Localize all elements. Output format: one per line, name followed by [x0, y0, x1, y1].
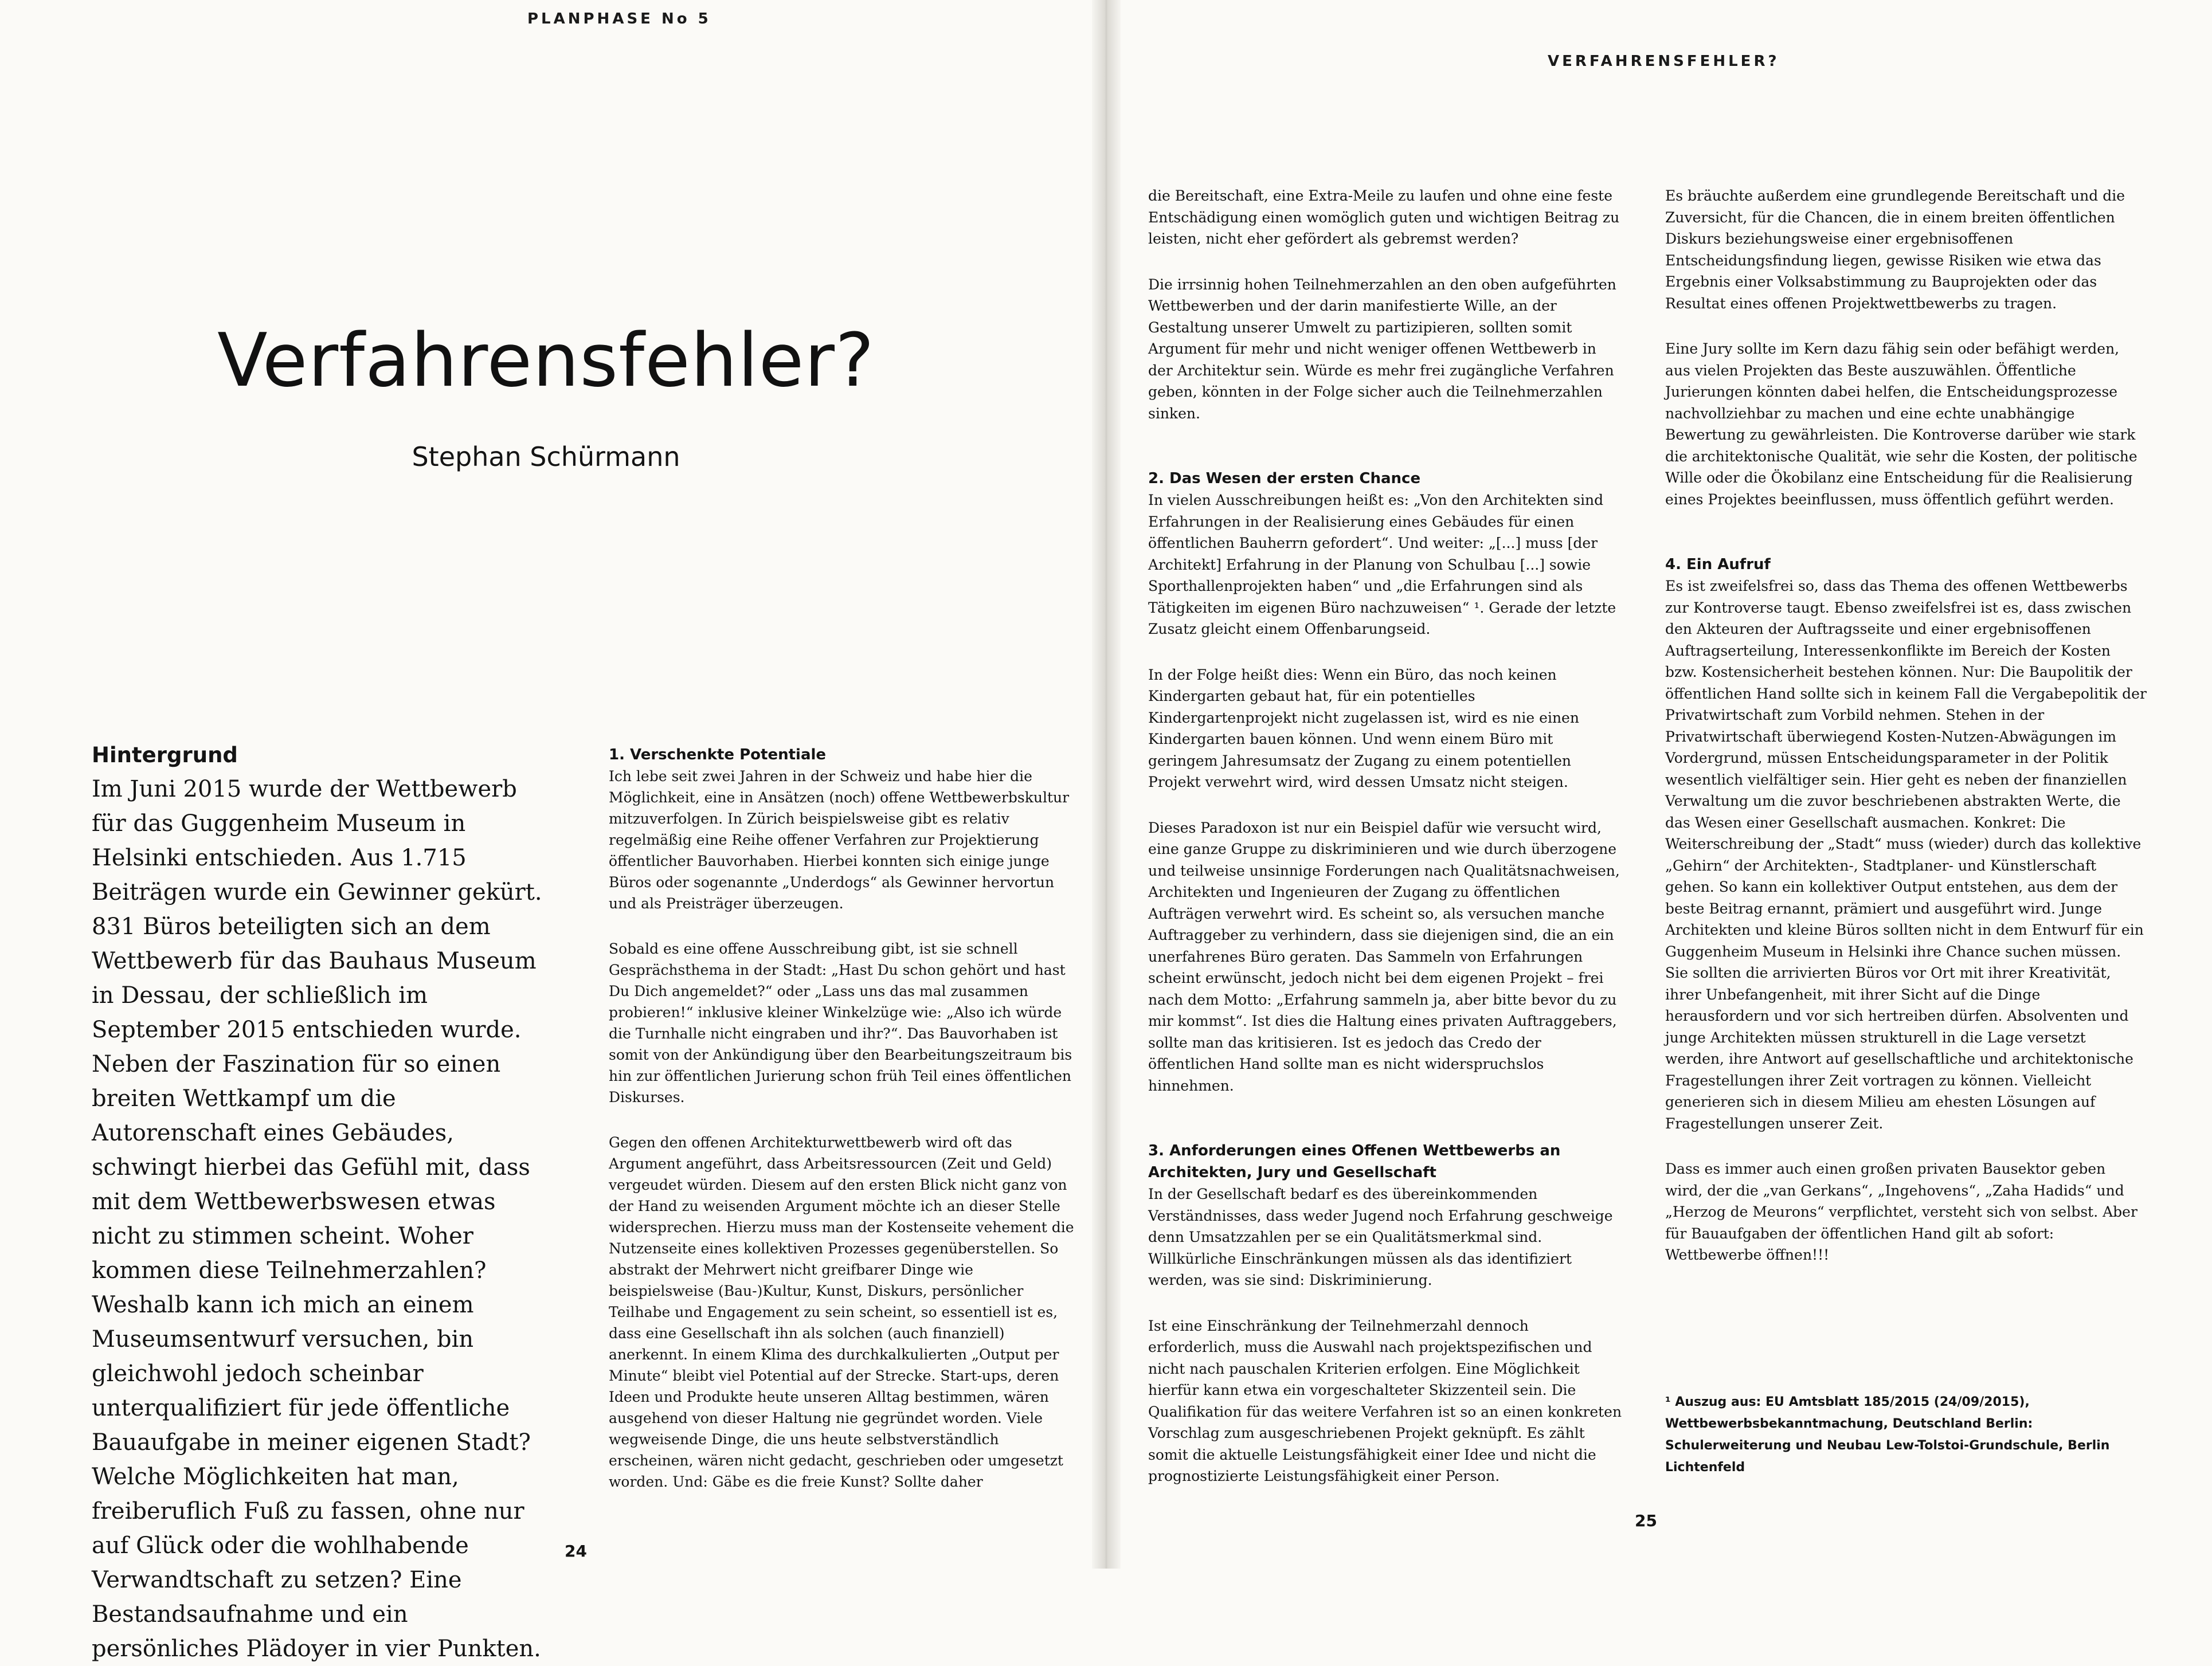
body-paragraph: Es ist zweifelsfrei so, dass das Thema des offenen Wettbewerbs zur Kontroverse taugt. Ebenso zweifelsfrei ist es, dass zwischen den Akteuren der Auftragsseite und einer ergebnisoffenen Auftragserteilung, Interessenkonflikte im Bereich der Kosten bzw. Kostensicherheit bestehen können. Nur: Die Baupolitik der öffentlichen Hand sollte sich in keinem Fall die Vergabepolitik der Privatwirtschaft zum Vorbild nehmen. Stehen in der Privatwirtschaft überwiegend Kosten-Nutzen-Abwägungen im Vordergrund, müssen Entscheidungsparameter in der Politik wesentlich vielfältiger sein. Hier geht es neben der finanziellen Verwaltung um die zuvor beschriebenen abstrakten Werte, die das Wesen einer Gesellschaft ausmachen. Konkret: Die Weiterschreibung der „Stadt“ muss (wieder) durch das kollektive „Gehirn“ der Architekten-, Stadtplaner- und Künstlerschaft gehen. So kann ein kollektiver Output entstehen, aus dem der beste Beitrag ernannt, prämiert und ausgeführt wird. Junge Architekten und kleine Büros sollten nicht in dem Entwurf für ein Guggenheim Museum in Helsinki ihre Chance suchen müssen. Sie sollten die arrivierten Büros vor Ort mit ihrer Kreativität, ihrer Unbefangenheit, mit ihrer Sicht auf die Dinge herausfordern und vor sich hertreiben dürfen. Absolventen und junge Architekten müssen strukturell in die Lage versetzt werden, ihre Antwort auf gesellschaftliche und architektonische Fragestellungen ihrer Zeit vortragen zu können. Vielleicht generieren sich in diesem Milieu am ehesten Lösungen auf Fragestellungen unserer Zeit.	[1665, 578, 2147, 1132]
section-1-paragraph: Gegen den offenen Architekturwettbewerb wird oft das Argument angeführt, dass Arbeitsressourcen (Zeit und Geld) vergeudet würden. Diesem auf den ersten Blick nicht ganz von der Hand zu weisenden Argument möchte ich an dieser Stelle widersprechen. Hierzu muss man der Kostenseite vehement die Nutzenseite eines kollektiven Prozesses gegenüberstellen. So abstrakt der Mehrwert nicht greifbarer Dinge wie beispielsweise (Bau-)Kultur, Kunst, Diskurs, persönlicher Teilhabe und Engagement zu sein scheint, so essentiell ist es, dass eine Gesellschaft ihn als solchen (auch finanziell) anerkennt. In einem Klima des durchkalkulierten „Output per Minute“ bleibt viel Potential auf der Strecke. Start-ups, deren Ideen und Produkte heute unseren Alltag bestimmen, wären ausgehend von dieser Haltung nie gegründet worden. Viele wegweisende Dinge, die uns heute selbstverständlich erscheinen, wären nicht gedacht, geschrieben oder umgesetzt worden. Und: Gäbe es die freie Kunst? Sollte daher	[609, 1134, 1074, 1490]
body-paragraph: Dieses Paradoxon ist nur ein Beispiel dafür wie versucht wird, eine ganze Gruppe zu diskriminieren und wie durch überzogene und teilweise unsinnige Forderungen nach Qualitätsnachweisen, Architekten und Ingenieuren der Zugang zu öffentlichen Aufträgen verwehrt wird. Es scheint so, als versuchen manche Auftraggeber zu verhindern, dass sie diejenigen sind, die an ein unerfahrenes Büro geraten. Das Sammeln von Erfahrungen scheint erwünscht, jedoch nicht bei dem eigenen Projekt – frei nach dem Motto: „Erfahrung sammeln ja, aber bitte bevor du zu mir kommst“. Ist dies die Haltung eines privaten Auftraggebers, sollte man das kritisieren. Ist es jedoch das Credo der öffentlichen Hand sollte man es nicht widerspruchslos hinnehmen.	[1148, 819, 1620, 1094]
intro-heading: Hintergrund	[92, 743, 238, 767]
body-paragraph: In vielen Ausschreibungen heißt es: „Von den Architekten sind Erfahrungen in der Realisierung eines Gebäudes für einen öffentlichen Bauherrn gefordert“. Und weiter: „[...] muss [der Architekt] Erfahrung in der Planung von Schulbau [...] sowie Sporthallenprojekten haben“ und „die Erfahrungen sind als Tätigkeiten im eigenen Büro nachzuweisen“ ¹. Gerade der letzte Zusatz gleicht einem Offenbarungseid.	[1148, 492, 1616, 637]
body-paragraph: Ist eine Einschränkung der Teilnehmerzahl dennoch erforderlich, muss die Auswahl nach projektspezifischen und nicht nach pauschalen Kriterien erfolgen. Eine Möglichkeit hierfür kann etwa ein vorgeschalteter Skizzenteil sein. Die Qualifikation für das weitere Verfahren ist so an einen konkreten Vorschlag zum ausgeschriebenen Projekt geknüpft. Es zählt somit die aktuelle Leistungsfähigkeit einer Idee und nicht die prognostizierte Leistungsfähigkeit einer Person.	[1148, 1317, 1622, 1484]
running-head-left: PLANPHASE No 5	[527, 10, 711, 28]
intro-text: Im Juni 2015 wurde der Wettbewerb für das Guggenheim Museum in Helsinki entschieden. Aus 1.715 Beiträgen wurde ein Gewinner gekürt. 831 Büros beteiligten sich an dem Wettbewerb für das Bauhaus Museum in Dessau, der schließlich im September 2015 entschieden wurde. Neben der Faszination für so einen breiten Wettkampf um die Autorenschaft eines Gebäudes, schwingt hierbei das Gefühl mit, dass mit dem Wettbewerbswesen etwas nicht zu stimmen scheint. Woher kommen diese Teilnehmerzahlen? Weshalb kann ich mich an einem Museumsentwurf versuchen, bin gleichwohl jedoch scheinbar unterqualifiziert für jede öffentliche Bauaufgabe in meiner eigenen Stadt? Welche Möglichkeiten hat man, freiberuflich Fuß zu fassen, ohne nur auf Glück oder die wohlhabende Verwandtschaft zu setzen? Eine Bestandsaufnahme und ein persönliches Plädoyer in vier Punkten.	[92, 776, 542, 1662]
section-1-column	[609, 744, 1082, 1516]
section-1-paragraph: Ich lebe seit zwei Jahren in der Schweiz und habe hier die Möglichkeit, eine in Ansätzen (noch) offene Wettbewerbskultur mitzuverfolgen. In Zürich beispielsweise gibt es relativ regelmäßig eine Reihe offener Verfahren zur Projektierung öffentlicher Bauvorhaben. Hierbei konnten sich einige junge Büros oder sogenannte „Underdogs“ als Gewinner hervortun und als Preisträger überzeugen.	[609, 768, 1070, 912]
section-3-heading: 3. Anforderungen eines Offenen Wettbewerbs an Architekten, Jury und Gesellschaft	[1148, 1142, 1561, 1181]
section-1-paragraph: Sobald es eine offene Ausschreibung gibt, ist sie schnell Gesprächsthema in der Stadt: „Hast Du schon gehört und hast Du Dich angemeldet?“ oder „Lass uns das mal zusammen probieren!“ inklusive kleiner Winkelzüge wie: „Also ich würde die Turnhalle nicht eingraben und ihr?“. Das Bauvorhaben ist somit von der Ankündigung über den Bearbeitungszeitraum bis hin zur öffentlichen Jurierung schon früh Teil eines öffentlichen Diskurses.	[609, 940, 1072, 1106]
section-4-heading: 4. Ein Aufruf	[1665, 556, 1771, 573]
body-paragraph: In der Gesellschaft bedarf es des übereinkommenden Verständnisses, dass weder Jugend noch Erfahrung geschweige denn Umsatzzahlen per se ein Qualitätsmerkmal sind. Willkürliche Einschränkungen müssen als das identifiziert werden, was sie sind: Diskriminierung.	[1148, 1186, 1613, 1288]
article-title: Verfahrensfehler?	[217, 318, 875, 403]
right-column-1	[1148, 185, 1624, 1511]
body-paragraph: die Bereitschaft, eine Extra-Meile zu laufen und ohne eine feste Entschädigung einen womöglich guten und wichtigen Beitrag zu leisten, nicht eher gefördert als gebremst werden?	[1148, 187, 1620, 247]
body-paragraph: In der Folge heißt dies: Wenn ein Büro, das noch keinen Kindergarten gebaut hat, für ein potentielles Kindergartenprojekt nicht zugelassen ist, wird es nie einen Kindergarten bauen können. Und wenn einem Büro mit geringem Jahresumsatz der Zugang zu einem potentiellen Projekt verwehrt wird, wird dessen Umsatz nicht steigen.	[1148, 666, 1579, 790]
body-paragraph: Eine Jury sollte im Kern dazu fähig sein oder befähigt werden, aus vielen Projekten das Beste auszuwählen. Öffentliche Jurierungen könnten dabei helfen, die Entscheidungsprozesse nachvollziehbar zu machen und eine echte unabhängige Bewertung zu gewährleisten. Die Kontroverse darüber wie stark die architektonische Qualität, wie sehr die Kosten, der politische Wille oder die Ökobilanz eine Entscheidung für die Realisierung eines Projektes beeinflussen, muss öffentlich geführt werden.	[1665, 340, 2137, 508]
section-2-heading: 2. Das Wesen der ersten Chance	[1148, 470, 1421, 487]
right-column-2	[1665, 185, 2147, 1290]
page-number-right: 25	[1635, 1511, 1657, 1530]
running-head-right: VERFAHRENSFEHLER?	[1548, 53, 1780, 70]
footnote: ¹ Auszug aus: EU Amtsblatt 185/2015 (24/09/2015), Wettbewerbsbekanntmachung, Deutschland Berlin: Schulerweiterung und Neubau Lew-Tolstoi-Grundschule, Berlin Lichtenfeld	[1665, 1395, 2110, 1475]
body-paragraph: Dass es immer auch einen großen privaten Bausektor geben wird, der die „van Gerkans“, „Ingehovens“, „Zaha Hadids“ und „Herzog de Meurons“ verpflichtet, versteht sich von selbst. Aber für Bauaufgaben der öffentlichen Hand gilt ab sofort: Wettbewerbe öffnen!!!	[1665, 1161, 2137, 1263]
article-author: Stephan Schürmann	[412, 441, 680, 472]
body-paragraph: Die irrsinnig hohen Teilnehmerzahlen an den oben aufgeführten Wettbewerben und der darin manifestierte Wille, an der Gestaltung unserer Umwelt zu partizipieren, sollten somit Argument für mehr und nicht weniger offenen Wettbewerb in der Architektur sein. Würde es mehr frei zugängliche Verfahren geben, könnten in der Folge sicher auch die Teilnehmerzahlen sinken.	[1148, 276, 1616, 422]
body-paragraph: Es bräuchte außerdem eine grundlegende Bereitschaft und die Zuversicht, für die Chancen, die in einem breiten öffentlichen Diskurs beziehungsweise einer ergebnisoffenen Entscheidungsfindung liegen, gewisse Risiken wie etwa das Ergebnis einer Volksabstimmung zu Bauprojekten oder das Resultat eines offenen Projektwettbewerbs zu tragen.	[1665, 187, 2125, 312]
intro-column	[92, 742, 550, 1666]
book-gutter	[1092, 0, 1121, 1569]
page-number-left: 24	[565, 1542, 587, 1561]
section-1-heading: 1. Verschenkte Potentiale	[609, 746, 827, 763]
